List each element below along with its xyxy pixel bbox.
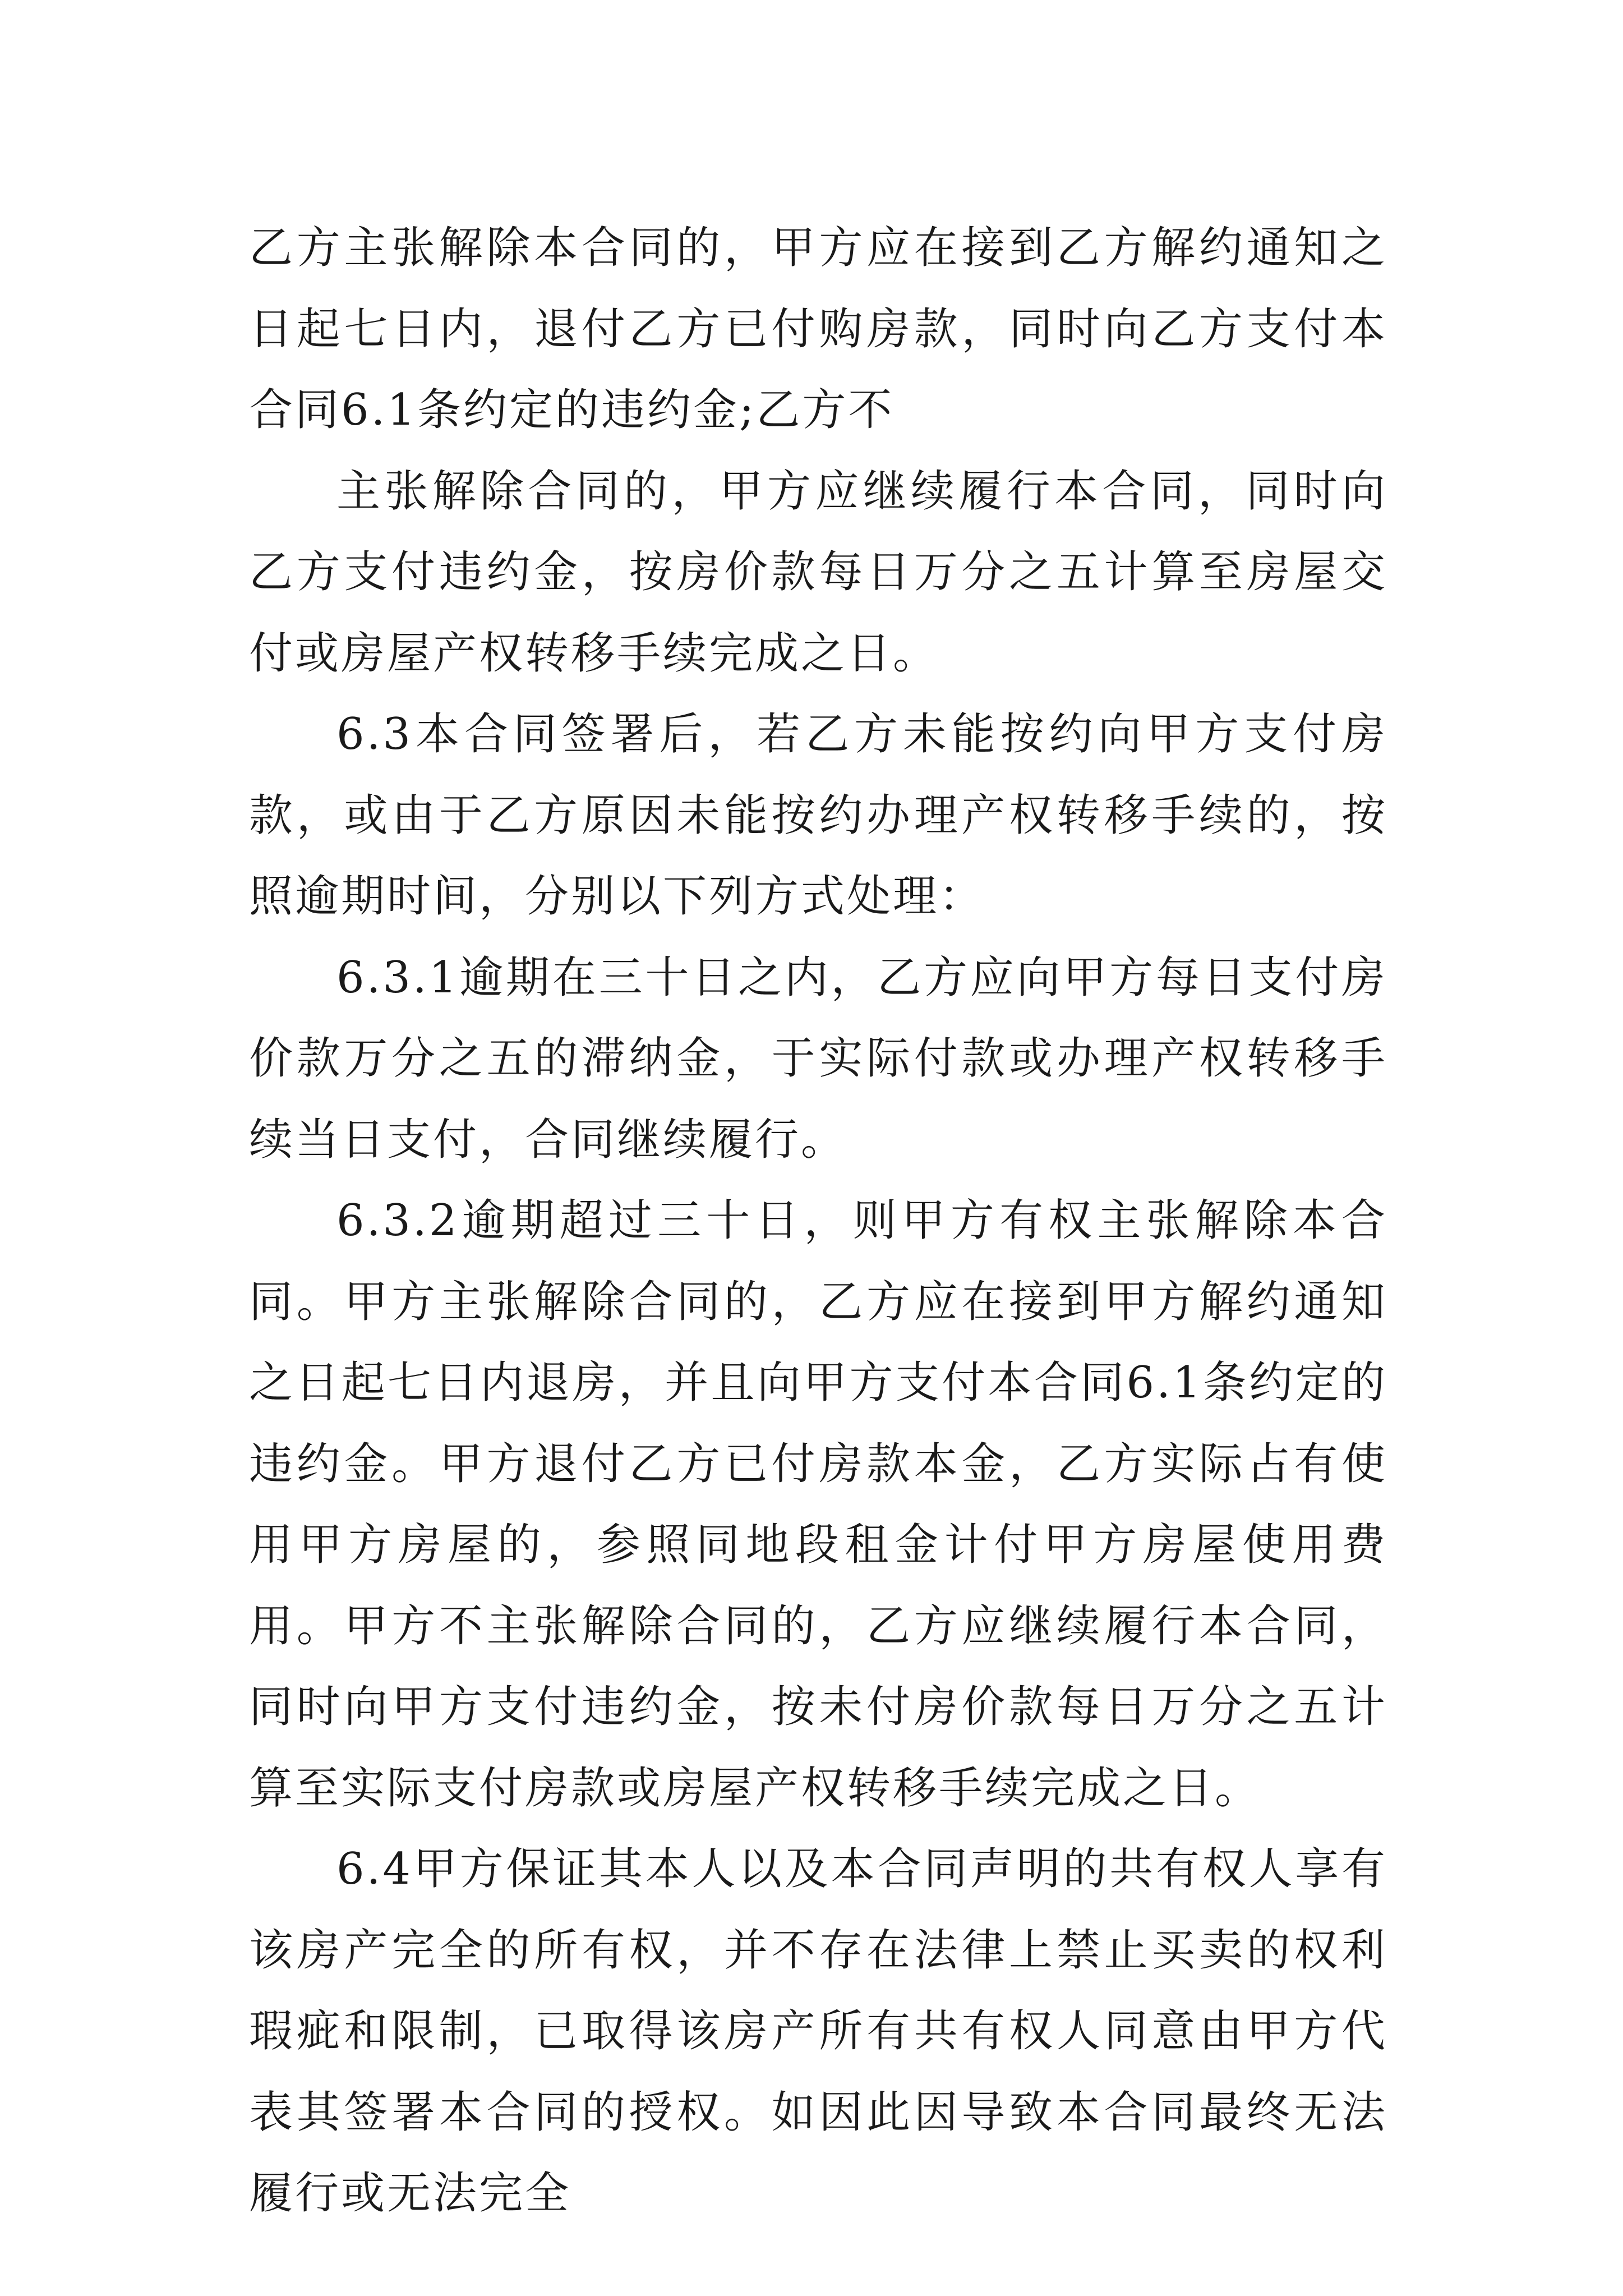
document-body <box>249 208 1387 2234</box>
paragraph-clause-6-3-2: 6.3.2逾期超过三十日，则甲方有权主张解除本合同。甲方主张解除合同的，乙方应在接到甲方解约通知之日起七日内退房，并且向甲方支付本合同6.1条约定的违约金。甲方退付乙方已付房款本金，乙方实际占有使用甲方房屋的，参照同地段租金计付甲方房屋使用费用。甲方不主张解除合同的，乙方应继续履行本合同，同时向甲方支付违约金，按未付房价款每日万分之五计算至实际支付房款或房屋产权转移手续完成之日。 <box>249 1195 1387 1814</box>
paragraph-seller-continue-performance: 主张解除合同的，甲方应继续履行本合同，同时向乙方支付违约金，按房价款每日万分之五计算至房屋交付或房屋产权转移手续完成之日。 <box>249 466 1387 679</box>
paragraph-clause-6-3-1: 6.3.1逾期在三十日之内，乙方应向甲方每日支付房价款万分之五的滞纳金，于实际付款或办理产权转移手续当日支付，合同继续履行。 <box>249 952 1387 1165</box>
paragraph-breach-continuation: 乙方主张解除本合同的，甲方应在接到乙方解约通知之日起七日内，退付乙方已付购房款，同时向乙方支付本合同6.1条约定的违约金;乙方不 <box>249 223 1387 435</box>
paragraph-clause-6-4: 6.4甲方保证其本人以及本合同声明的共有权人享有该房产完全的所有权，并不存在法律上禁止买卖的权利瑕疵和限制，已取得该房产所有共有权人同意由甲方代表其签署本合同的授权。如因此因导致本合同最终无法履行或无法完全 <box>249 1844 1387 2219</box>
paragraph-clause-6-3: 6.3本合同签署后，若乙方未能按约向甲方支付房款，或由于乙方原因未能按约办理产权转移手续的，按照逾期时间，分别以下列方式处理： <box>249 709 1387 922</box>
